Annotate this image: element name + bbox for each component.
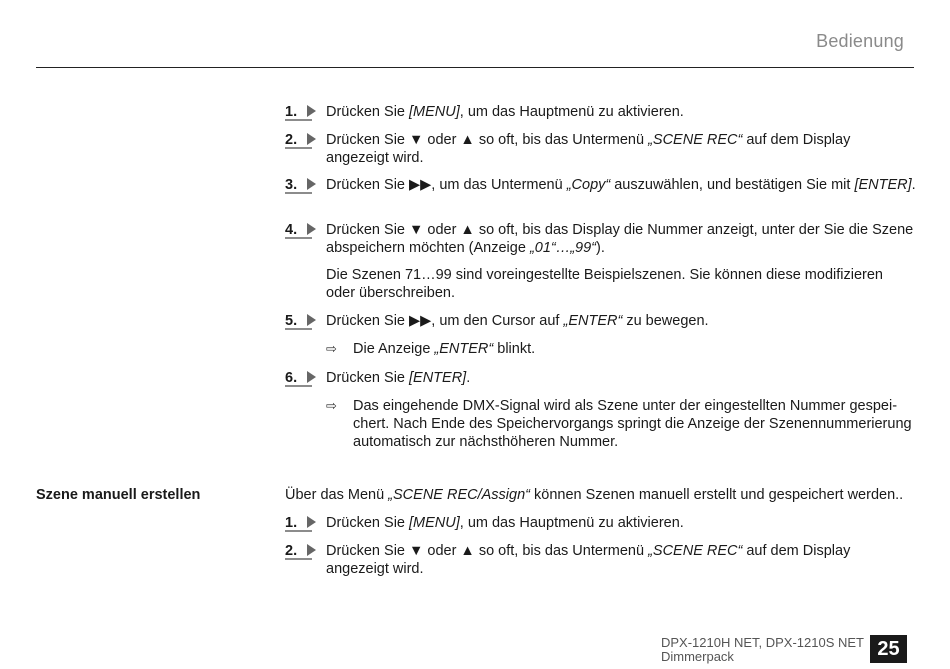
footer-product: Dimmerpack [660,649,734,664]
step-text: Drücken Sie ▼ oder ▲ so oft, bis das Untermenü „SCENE REC“ auf dem Display angezeigt wird. [326,543,851,577]
footer-model: DPX-1210H NET, DPX-1210S NET [660,635,864,650]
step-text: Drücken Sie [MENU], um das Hauptmenü zu aktivieren. [326,104,684,120]
result-arrow-icon: ⇨ [326,341,337,356]
result-text: Die Anzeige „ENTER“ blinkt. [353,341,536,357]
step-arrow-icon [307,371,316,383]
step-number-badge: 1. [285,514,321,532]
step-number-badge: 5. [285,312,321,330]
step-arrow-icon [307,133,316,145]
step-arrow-icon [307,516,316,528]
result-text: Das eingehende DMX-Signal wird als Szene unter der eingestellten Nummer gespeichert. Nach Ende des Speichervorgangs springt die Anzeige der Szenennummerierung automatisch zur nächsthöheren Nummer. [353,398,912,450]
step-text: Drücken Sie ▶▶, um den Cursor auf „ENTER“ zu bewegen. [326,313,709,329]
step-number-badge: 2. [285,542,321,560]
step-text: Drücken Sie ▼ oder ▲ so oft, bis das Display die Nummer anzeigt, unter der Sie die Szene abspeichern möchten (Anzeige „01“…„99“). [326,222,914,256]
step-arrow-icon [307,105,316,117]
step-arrow-icon [307,544,316,556]
footer-product-info [661,636,864,664]
result-arrow-icon: ⇨ [326,398,337,413]
step-text: Drücken Sie ▼ oder ▲ so oft, bis das Untermenü „SCENE REC“ auf dem Display angezeigt wird. [326,132,851,166]
step-text: Drücken Sie [ENTER]. [326,370,471,386]
step-number-badge: 2. [285,131,321,149]
page-number-badge: 25 [870,635,907,663]
step-text: Drücken Sie ▶▶, um das Untermenü „Copy“ auszuwählen, und bestätigen Sie mit [ENTER]. [326,177,916,193]
step-arrow-icon [307,314,316,326]
step-4-note: Die Szenen 71…99 sind voreingestellte Beispielszenen. Sie können diese modifizieren oder überschreiben. [326,267,883,301]
step-arrow-icon [307,223,316,235]
section-heading: Szene manuell erstellen [36,487,201,503]
section-intro: Über das Menü „SCENE REC/Assign“ können Szenen manuell erstellt und gespeichert werden.. [285,487,904,503]
step-number-badge: 1. [285,103,321,121]
step-number-badge: 3. [285,176,321,194]
header-divider [36,67,914,68]
step-text: Drücken Sie [MENU], um das Hauptmenü zu aktivieren. [326,515,684,531]
page-header-title: Bedienung [816,31,904,51]
step-arrow-icon [307,178,316,190]
step-number-badge: 6. [285,369,321,387]
step-number-badge: 4. [285,221,321,239]
